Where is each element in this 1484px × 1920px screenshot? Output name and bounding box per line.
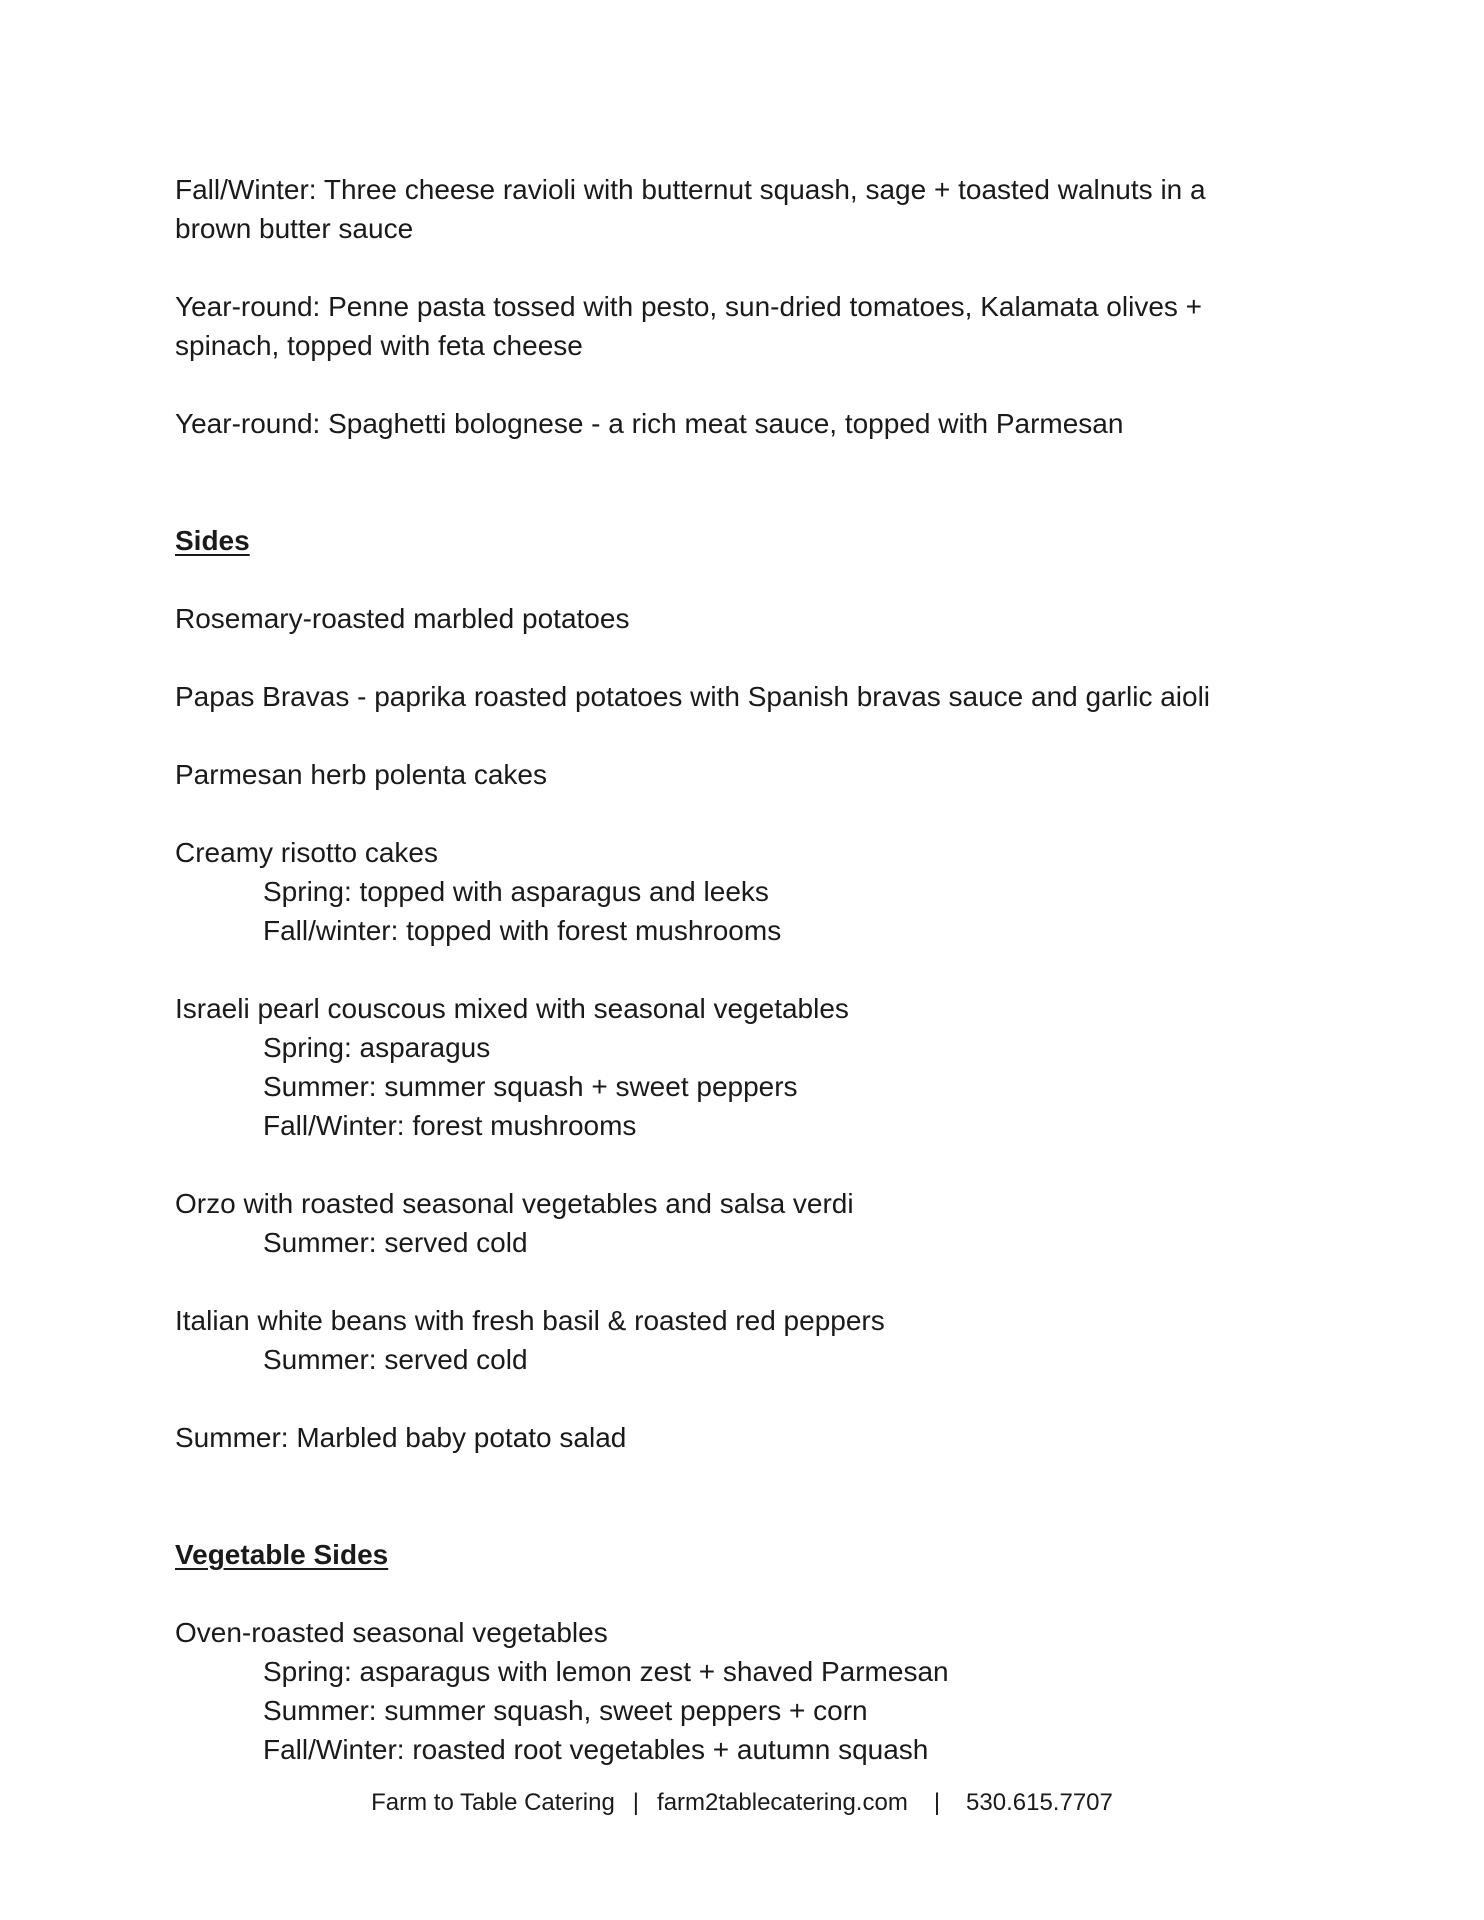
footer-separator: | [933, 1789, 941, 1816]
vegetable-side-item-variation: Spring: asparagus with lemon zest + shaved Parmesan [263, 1656, 949, 1687]
side-item [175, 599, 1315, 638]
side-item-variation: Spring: topped with asparagus and leeks [263, 876, 769, 907]
vegetable-side-item [175, 1613, 1315, 1769]
side-item [175, 1301, 1315, 1379]
menu-content [175, 170, 1315, 1808]
pasta-item [175, 170, 1315, 248]
side-item-variation: Spring: asparagus [263, 1032, 491, 1063]
side-item [175, 989, 1315, 1145]
side-item-variation: Fall/winter: topped with forest mushrooms [263, 915, 782, 946]
side-item-variation: Summer: served cold [263, 1344, 528, 1375]
vegetable-sides-heading: Vegetable Sides [175, 1539, 389, 1570]
footer-separator: | [632, 1789, 640, 1816]
side-item-variation: Summer: summer squash + sweet peppers [263, 1071, 798, 1102]
side-item-variation: Fall/Winter: forest mushrooms [263, 1110, 637, 1141]
side-item-text: Papas Bravas - paprika roasted potatoes with Spanish bravas sauce and garlic aioli [175, 681, 1211, 712]
pasta-item-line: Year-round: Spaghetti bolognese - a rich meat sauce, topped with Parmesan [175, 408, 1124, 439]
section-spacer [175, 482, 1315, 521]
pasta-item-line: brown butter sauce [175, 213, 414, 244]
side-item-variation: Summer: served cold [263, 1227, 528, 1258]
vegetable-side-item-variation: Summer: summer squash, sweet peppers + corn [263, 1695, 868, 1726]
side-item-text: Rosemary-roasted marbled potatoes [175, 603, 630, 634]
vegetable-side-item-text: Oven-roasted seasonal vegetables [175, 1617, 608, 1648]
side-item-text: Italian white beans with fresh basil & roasted red peppers [175, 1305, 885, 1336]
side-item-text: Summer: Marbled baby potato salad [175, 1422, 627, 1453]
pasta-item [175, 287, 1315, 365]
pasta-item-line: spinach, topped with feta cheese [175, 330, 583, 361]
side-item-text: Parmesan herb polenta cakes [175, 759, 547, 790]
footer-phone: 530.615.7707 [966, 1789, 1113, 1816]
page-footer [0, 1788, 1484, 1818]
footer-website: farm2tablecatering.com [657, 1789, 908, 1816]
side-item [175, 833, 1315, 950]
side-item-text: Israeli pearl couscous mixed with seasonal vegetables [175, 993, 849, 1024]
vegetable-side-item-variation: Fall/Winter: roasted root vegetables + autumn squash [263, 1734, 929, 1765]
side-item [175, 755, 1315, 794]
side-item [175, 1184, 1315, 1262]
side-item-text: Orzo with roasted seasonal vegetables and salsa verdi [175, 1188, 854, 1219]
section-spacer [175, 1496, 1315, 1535]
side-item-text: Creamy risotto cakes [175, 837, 438, 868]
pasta-item-line: Year-round: Penne pasta tossed with pesto, sun-dried tomatoes, Kalamata olives + [175, 291, 1203, 322]
pasta-item-line: Fall/Winter: Three cheese ravioli with butternut squash, sage + toasted walnuts in a [175, 174, 1206, 205]
footer-company: Farm to Table Catering [371, 1789, 615, 1816]
sides-heading: Sides [175, 525, 250, 556]
side-item [175, 1418, 1315, 1457]
side-item [175, 677, 1315, 716]
pasta-item [175, 404, 1315, 443]
